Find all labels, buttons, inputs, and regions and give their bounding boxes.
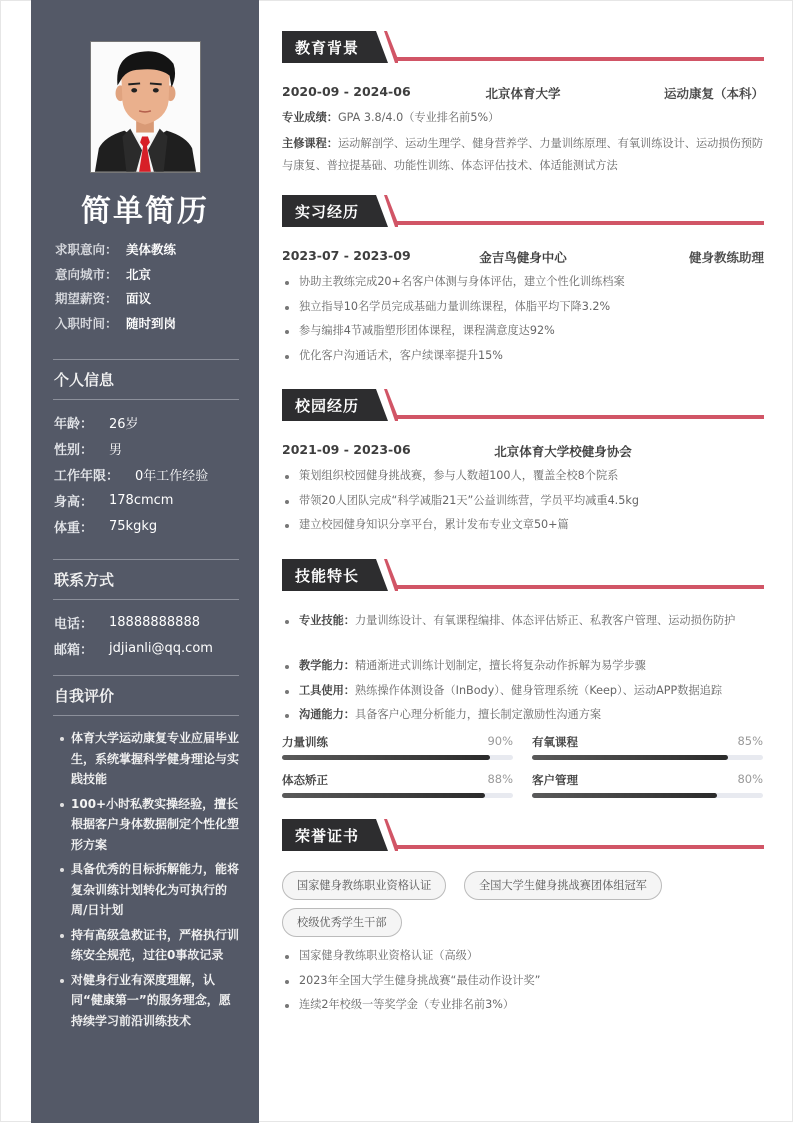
- skill-bar-percent: 88%: [487, 772, 513, 786]
- internship-entry-header: [282, 248, 764, 268]
- list-item: 2023年全国大学生健身挑战赛“最佳动作设计奖”: [282, 969, 764, 994]
- progress-track: [282, 793, 513, 798]
- skill-item: [282, 703, 764, 728]
- major-name: 运动康复（本科）: [663, 86, 764, 101]
- list-item: 连续2年校级一等奖学金（专业排名前3%）: [282, 993, 764, 1018]
- intent-row-city: [55, 262, 176, 287]
- intent-label: 求职意向：: [55, 242, 118, 258]
- accent-rule: [395, 845, 764, 849]
- intent-label: 意向城市：: [55, 266, 118, 282]
- progress-track: [532, 755, 763, 760]
- gpa-label: 专业成绩：: [282, 111, 338, 124]
- intent-row-salary: [55, 286, 176, 311]
- contact-label: 电话：: [54, 616, 94, 632]
- accent-rule: [395, 415, 764, 419]
- info-row-height: [53, 487, 239, 513]
- section-header-campus: [282, 389, 764, 421]
- skill-label: 工具使用：: [299, 683, 355, 697]
- intent-row-position: [55, 237, 176, 262]
- skill-bar-aerobic: [532, 734, 763, 764]
- section-title: 荣誉证书: [295, 827, 360, 845]
- self-evaluation-list: [53, 716, 239, 1031]
- gpa-value: GPA 3.8/4.0（专业排名前5%）: [337, 111, 500, 124]
- info-label: 年龄：: [54, 416, 94, 432]
- skill-bar-percent: 80%: [737, 772, 763, 786]
- contact-row-phone: [53, 609, 239, 635]
- honor-tag: 校级优秀学生干部: [282, 908, 402, 937]
- skill-label: 专业技能：: [299, 614, 355, 627]
- company-name: 金吉鸟健身中心: [479, 250, 567, 265]
- education-entry-header: [282, 84, 764, 104]
- personal-info-section: [53, 359, 239, 539]
- courses-value: 运动解剖学、运动生理学、健身营养学、力量训练原理、有氧训练设计、运动损伤预防与康复、普拉提基础、功能性训练、体态评估技术、体适能测试方法: [282, 137, 764, 172]
- skill-bar-client-mgmt: [532, 772, 763, 802]
- organization-name: 北京体育大学校健身协会: [494, 444, 632, 459]
- info-row-experience: [53, 461, 239, 487]
- info-label: 身高：: [54, 494, 94, 510]
- resume-title: 简单简历: [81, 194, 209, 229]
- section-header-honors: [282, 819, 764, 851]
- list-item: 国家健身教练职业资格认证（高级）: [282, 944, 764, 969]
- section-title: 自我评价: [54, 687, 115, 705]
- list-item: 策划组织校园健身挑战赛，参与人数超100人，覆盖全校8个院系: [282, 464, 764, 489]
- section-title: 联系方式: [54, 571, 115, 589]
- skill-item: [282, 679, 764, 704]
- accent-rule: [395, 221, 764, 225]
- entry-date: 2020-09 - 2024-06: [282, 84, 411, 99]
- section-title: 教育背景: [295, 39, 360, 57]
- skill-bar-label: 力量训练: [282, 735, 328, 749]
- list-item: 参与编排4节减脂塑形团体课程，课程满意度达92%: [282, 319, 764, 344]
- campus-list: [282, 464, 764, 538]
- list-item: 对健身行业有深度理解，认同“健康第一”的服务理念，愿持续学习前沿训练技术: [53, 970, 239, 1032]
- list-item: 独立指导10名学员完成基础力量训练课程，体脂平均下降3.2%: [282, 295, 764, 320]
- list-item: 建立校园健身知识分享平台，累计发布专业文章50+篇: [282, 513, 764, 538]
- progress-fill: [282, 793, 485, 798]
- honor-tag: 全国大学生健身挑战赛团体组冠军: [464, 871, 662, 900]
- honors-list: [282, 944, 764, 1018]
- info-label: 工作年限：: [54, 468, 120, 484]
- info-value: 男: [109, 442, 123, 458]
- intent-label: 入职时间：: [55, 315, 118, 331]
- courses-paragraph: [282, 133, 764, 177]
- courses-label: 主修课程：: [282, 137, 338, 150]
- avatar-illustration-icon: [91, 42, 200, 172]
- info-row-age: [53, 409, 239, 435]
- list-item: 协助主教练完成20+名客户体测与身体评估，建立个性化训练档案: [282, 270, 764, 295]
- list-item: 带领20人团队完成“科学减脂21天”公益训练营，学员平均减重4.5kg: [282, 489, 764, 514]
- email-link[interactable]: jdjianli@qq.com: [109, 640, 213, 656]
- progress-fill: [532, 793, 717, 798]
- intent-value: 随时到岗: [126, 315, 177, 331]
- info-label: 性别：: [54, 442, 94, 458]
- info-value: 0年工作经验: [135, 468, 209, 484]
- intent-row-start: [55, 311, 176, 336]
- progress-track: [282, 755, 513, 760]
- info-value: 26岁: [109, 416, 139, 432]
- skills-list: [282, 609, 764, 634]
- skill-item: [282, 654, 764, 679]
- section-title: 校园经历: [295, 397, 360, 415]
- campus-entry-header: [282, 442, 764, 462]
- skill-value: 熟练操作体测设备（InBody）、健身管理系统（Keep）、运动APP数据追踪: [354, 683, 723, 697]
- contact-row-email: [53, 635, 239, 661]
- profile-photo: [90, 41, 201, 173]
- phone-value[interactable]: 18888888888: [109, 614, 200, 630]
- list-item: 具备优秀的目标拆解能力，能将复杂训练计划转化为可执行的周/日计划: [53, 859, 239, 921]
- section-title: 技能特长: [295, 567, 360, 585]
- intent-value: 美体教练: [126, 242, 177, 258]
- skill-item: [282, 609, 764, 634]
- self-evaluation-section: [53, 675, 239, 1035]
- gpa-line: [282, 107, 764, 129]
- intent-label: 期望薪资：: [55, 291, 118, 307]
- info-row-gender: [53, 435, 239, 461]
- section-header-skills: [282, 559, 764, 591]
- intent-value: 面议: [126, 291, 152, 307]
- section-header-education: [282, 31, 764, 63]
- job-role: 健身教练助理: [688, 250, 764, 265]
- skill-value: 精通渐进式训练计划制定，擅长将复杂动作拆解为易学步骤: [354, 659, 646, 672]
- skill-label: 沟通能力：: [299, 708, 355, 721]
- info-value: 75kgkg: [109, 518, 158, 534]
- section-header-internship: [282, 195, 764, 227]
- skill-bar-label: 客户管理: [532, 773, 578, 787]
- skill-bar-percent: 90%: [487, 734, 513, 748]
- skill-bar-label: 体态矫正: [282, 773, 328, 787]
- skill-bar-percent: 85%: [737, 734, 763, 748]
- progress-fill: [532, 755, 728, 760]
- info-value: 178cmcm: [109, 492, 174, 508]
- internship-list: [282, 270, 764, 368]
- sidebar: [31, 0, 259, 1123]
- skill-value: 具备客户心理分析能力，擅长制定激励性沟通方案: [354, 708, 602, 721]
- job-intent-list: [55, 237, 176, 335]
- skill-bar-posture: [282, 772, 513, 802]
- contact-section: [53, 559, 239, 661]
- section-title: 个人信息: [54, 371, 115, 389]
- honor-tag: 国家健身教练职业资格认证: [282, 871, 446, 900]
- skill-bar-label: 有氧课程: [532, 735, 578, 749]
- skill-value: 力量训练设计、有氧课程编排、体态评估矫正、私教客户管理、运动损伤防护: [354, 614, 736, 627]
- skill-bar-strength: [282, 734, 513, 764]
- skill-label: 教学能力：: [299, 659, 355, 672]
- entry-date: 2023-07 - 2023-09: [282, 248, 411, 263]
- skills-list-cont: [282, 654, 764, 728]
- entry-date: 2021-09 - 2023-06: [282, 442, 411, 457]
- info-label: 体重：: [54, 520, 94, 536]
- list-item: 体育大学运动康复专业应届毕业生，系统掌握科学健身理论与实践技能: [53, 728, 239, 790]
- section-title: 实习经历: [295, 203, 360, 221]
- list-item: 100+小时私教实操经验，擅长根据客户身体数据制定个性化塑形方案: [53, 794, 239, 856]
- intent-value: 北京: [126, 266, 152, 282]
- accent-rule: [395, 57, 764, 61]
- school-name: 北京体育大学: [485, 86, 561, 101]
- contact-label: 邮箱：: [54, 642, 94, 658]
- list-item: 持有高级急救证书，严格执行训练安全规范，过往0事故记录: [53, 925, 239, 966]
- accent-rule: [395, 585, 764, 589]
- info-row-weight: [53, 513, 239, 539]
- list-item: 优化客户沟通话术，客户续课率提升15%: [282, 344, 764, 369]
- progress-track: [532, 793, 763, 798]
- progress-fill: [282, 755, 490, 760]
